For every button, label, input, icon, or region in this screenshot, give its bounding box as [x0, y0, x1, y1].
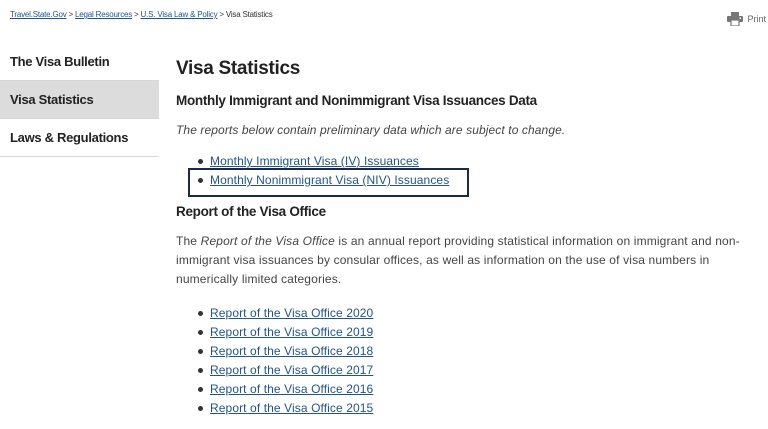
- section-heading-monthly-issuances: Monthly Immigrant and Nonimmigrant Visa Issuances Data: [176, 93, 537, 108]
- list-item: [210, 152, 756, 171]
- report-description-rest: is an annual report providing statistical information on immigrant and non-immigrant visa issuances by consular offices, as well as information on the use of visa numbers in numerically limited categories.: [176, 234, 740, 286]
- breadcrumb-separator: >: [134, 10, 139, 19]
- print-button[interactable]: [727, 12, 766, 26]
- link-monthly-niv-issuances[interactable]: Monthly Nonimmigrant Visa (NIV) Issuances: [210, 173, 450, 187]
- breadcrumb: [10, 10, 273, 19]
- monthly-links-wrapper: [176, 152, 756, 190]
- list-item: [210, 399, 756, 418]
- breadcrumb-link-visa-law-policy[interactable]: U.S. Visa Law & Policy: [140, 10, 218, 19]
- list-item: [210, 342, 756, 361]
- link-report-2015[interactable]: Report of the Visa Office 2015: [210, 401, 374, 415]
- link-report-2020[interactable]: Report of the Visa Office 2020: [210, 306, 374, 320]
- report-description: [176, 232, 751, 289]
- list-item: [210, 304, 756, 323]
- breadcrumb-separator: >: [68, 10, 74, 19]
- breadcrumb-separator: >: [219, 10, 224, 19]
- link-report-2018[interactable]: Report of the Visa Office 2018: [210, 344, 374, 358]
- print-label: Print: [747, 14, 766, 24]
- section-heading-report-visa-office: Report of the Visa Office: [176, 204, 326, 219]
- link-report-2016[interactable]: Report of the Visa Office 2016: [210, 382, 374, 396]
- link-report-2017[interactable]: Report of the Visa Office 2017: [210, 363, 374, 377]
- monthly-issuances-list: [176, 152, 756, 190]
- page-title: Visa Statistics: [176, 58, 301, 79]
- printer-icon: [727, 12, 743, 26]
- link-report-2019[interactable]: Report of the Visa Office 2019: [210, 325, 374, 339]
- sidebar-item-laws-regulations[interactable]: Laws & Regulations: [0, 119, 159, 157]
- list-item: [210, 323, 756, 342]
- list-item: [210, 171, 756, 190]
- breadcrumb-current: Visa Statistics: [225, 10, 273, 19]
- sidebar-nav: [0, 43, 159, 157]
- sidebar-item-visa-bulletin[interactable]: The Visa Bulletin: [0, 43, 159, 81]
- sidebar-item-visa-statistics[interactable]: Visa Statistics: [0, 81, 159, 119]
- report-description-italic: Report of the Visa Office: [200, 234, 335, 248]
- main-content: [176, 56, 756, 418]
- report-description-start: The: [176, 234, 201, 248]
- preliminary-data-note: The reports below contain preliminary data which are subject to change.: [176, 123, 566, 137]
- report-links-list: [176, 304, 756, 418]
- list-item: [210, 380, 756, 399]
- link-monthly-iv-issuances[interactable]: Monthly Immigrant Visa (IV) Issuances: [210, 154, 419, 168]
- breadcrumb-link-travel-state-gov[interactable]: Travel.State.Gov: [10, 10, 67, 19]
- breadcrumb-link-legal-resources[interactable]: Legal Resources: [75, 10, 133, 19]
- list-item: [210, 361, 756, 380]
